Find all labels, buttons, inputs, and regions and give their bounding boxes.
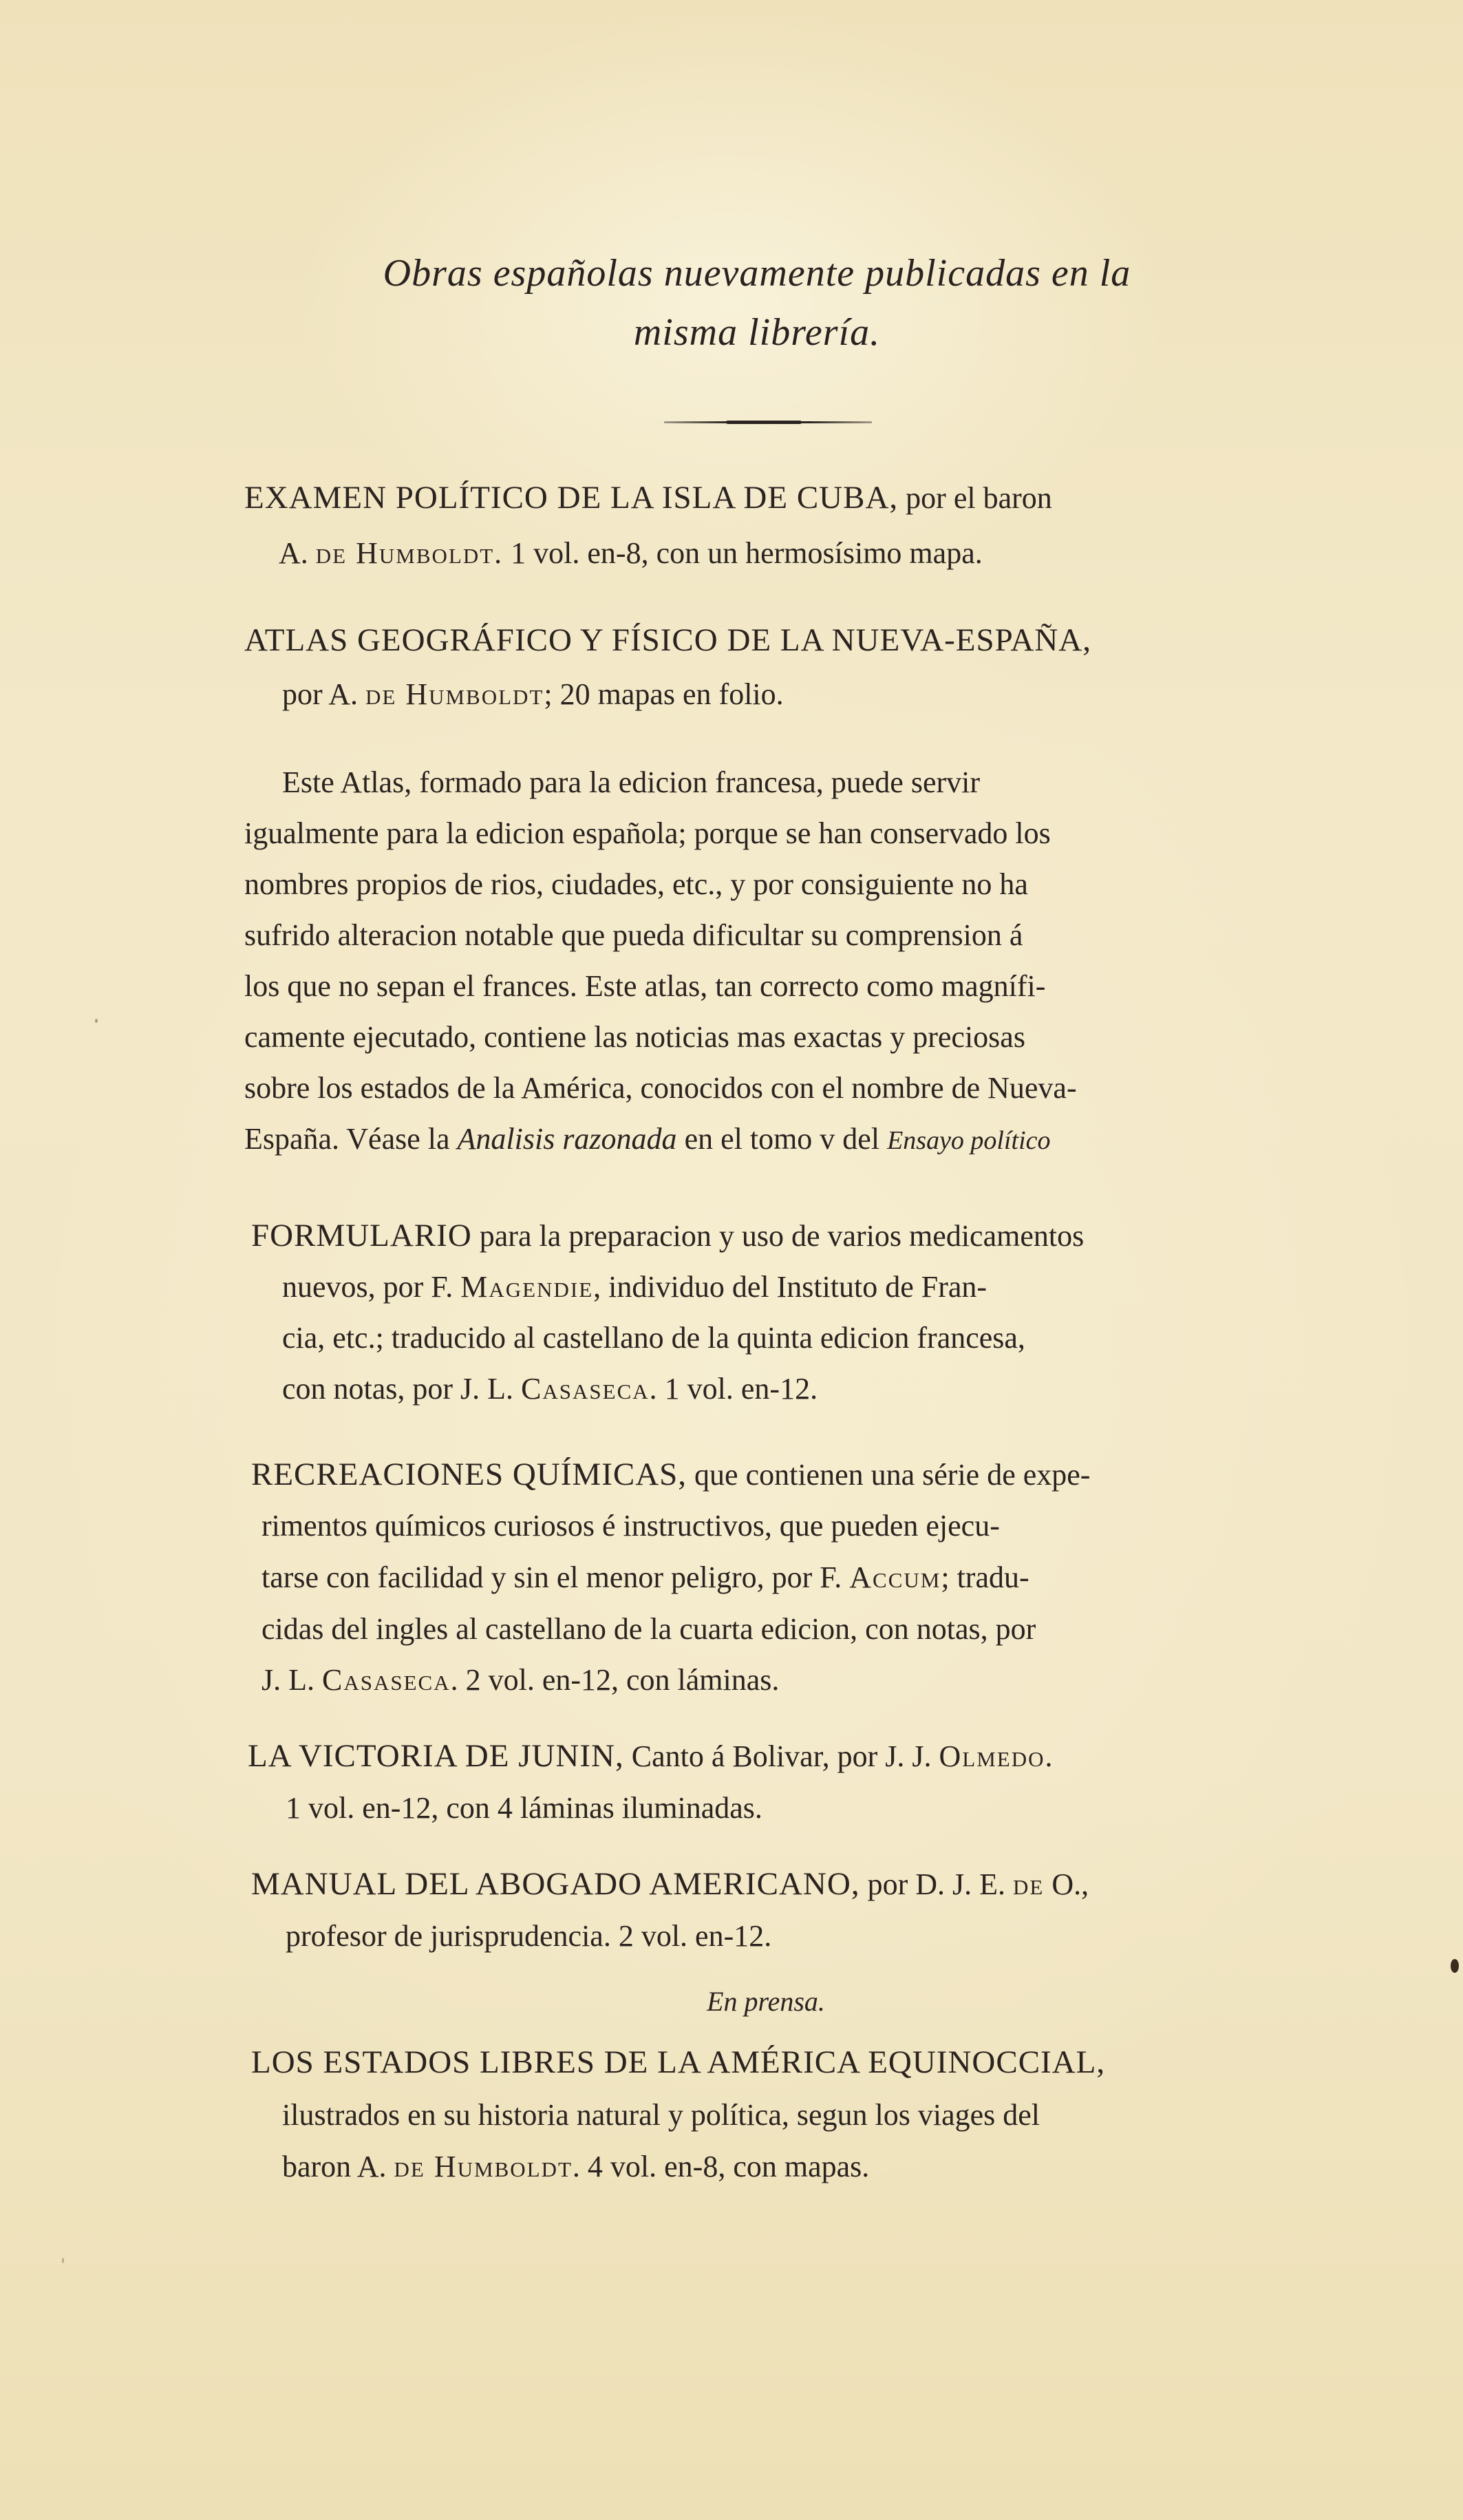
text: O., (1044, 1867, 1089, 1901)
text: de (1013, 1867, 1045, 1901)
text: . 1 vol. en-12. (649, 1372, 818, 1406)
entry-manual-title: MANUAL DEL ABOGADO AMERICANO, (251, 1866, 860, 1902)
entry-recreaciones-line-5 (261, 1660, 779, 1701)
text: por A. (282, 677, 365, 711)
text: por D. J. E. (859, 1867, 1014, 1901)
atlas-paragraph-line: igualmente para la edicion española; porque se han conservado los (244, 816, 1051, 850)
atlas-paragraph-line: Este Atlas, formado para la edicion francesa, puede servir (282, 765, 981, 799)
text: con notas, por J. L. (282, 1372, 522, 1406)
text: 1 vol. en-8, con un hermosísimo mapa. (503, 536, 983, 570)
entry-recreaciones-title: RECREACIONES QUÍMICAS, (251, 1457, 687, 1492)
entry-recreaciones-line-2: rimentos químicos curiosos é instructivos, que pueden ejecu- (261, 1509, 1000, 1543)
entry-atlas-line-2 (282, 674, 784, 715)
entry-formulario-line-3: cia, etc.; traducido al castellano de la quinta edicion francesa, (282, 1321, 1025, 1355)
text: . 2 vol. en-12, con láminas. (450, 1663, 780, 1697)
italic-title: Analisis razonada (457, 1122, 677, 1156)
entry-victoria-line-1 (248, 1735, 1052, 1777)
entry-recreaciones-line-4: cidas del ingles al castellano de la cuarta edicion, con notas, por (261, 1612, 1036, 1646)
entry-victoria-title: LA VICTORIA DE JUNIN, (248, 1738, 624, 1774)
entry-recreaciones-line-3 (261, 1557, 1029, 1598)
entry-manual-line-1 (251, 1863, 1089, 1905)
text: para la preparacion y uso de varios medicamentos (471, 1219, 1085, 1253)
entry-victoria-line-2: 1 vol. en-12, con 4 láminas iluminadas. (286, 1791, 762, 1825)
entry-cuba-line-2 (279, 533, 983, 574)
entry-recreaciones-line-1 (251, 1454, 1090, 1496)
text: de (394, 2150, 425, 2183)
page-heading-line-1: Obras españolas nuevamente publicadas en la (383, 252, 1131, 295)
atlas-paragraph-line: sufrido alteracion notable que pueda dificultar su comprension á (244, 918, 1023, 952)
entry-formulario-line-2 (282, 1267, 987, 1308)
author-name: Humboldt (396, 677, 544, 711)
text: España. Véase la (244, 1122, 458, 1156)
entry-estados-line-1 (251, 2042, 1105, 2084)
atlas-paragraph-line: camente ejecutado, contiene las noticias mas exactas y preciosas (244, 1020, 1025, 1054)
text: . 4 vol. en-8, con mapas. (572, 2150, 870, 2183)
text: tarse con facilidad y sin el menor peligro, por F. (261, 1560, 850, 1594)
author-name: Casaseca (322, 1663, 451, 1697)
text: ; tradu- (941, 1560, 1029, 1594)
text: de (365, 677, 397, 711)
text: ; 20 mapas en folio. (544, 677, 784, 711)
author-name: Olmedo (939, 1739, 1045, 1773)
entry-estados-line-2: ilustrados en su historia natural y política, segun los viages del (282, 2098, 1040, 2132)
author-name: Humboldt. (347, 536, 504, 570)
entry-formulario-title: FORMULARIO (251, 1218, 472, 1253)
entry-atlas-title: ATLAS GEOGRÁFICO Y FÍSICO DE LA NUEVA-ESPAÑA, (244, 622, 1091, 658)
paper-speck (95, 1019, 98, 1023)
text: nuevos, por F. (282, 1270, 461, 1304)
text: Canto á Bolivar, por J. J. (623, 1739, 939, 1773)
author-name: Magendie (460, 1270, 594, 1304)
text: J. L. (261, 1663, 322, 1697)
entry-manual-line-2: profesor de jurisprudencia. 2 vol. en-12. (286, 1919, 772, 1953)
entry-estados-line-3 (282, 2146, 869, 2188)
text: , individuo del Instituto de Fran- (593, 1270, 987, 1304)
entry-estados-title: LOS ESTADOS LIBRES DE LA AMÉRICA EQUINOCCIAL, (251, 2044, 1106, 2080)
text: que contienen una série de expe- (687, 1458, 1091, 1492)
entry-cuba-text: por el baron (898, 481, 1052, 515)
paper-speck (62, 2258, 64, 2263)
atlas-paragraph-line: los que no sepan el frances. Este atlas, tan correcto como magnífi- (244, 969, 1046, 1003)
author-name: Accum (849, 1560, 941, 1594)
entry-cuba-line-1 (244, 477, 1052, 519)
paper-speck (1451, 1959, 1459, 1973)
entry-formulario-line-4 (282, 1368, 818, 1410)
ornamental-divider (664, 421, 872, 423)
atlas-paragraph-last-line (244, 1119, 1051, 1161)
author-name: Casaseca (521, 1372, 650, 1406)
entry-formulario-line-1 (251, 1215, 1084, 1257)
page-heading-line-2: misma librería. (633, 311, 881, 354)
italic-title: Ensayo político (887, 1126, 1051, 1155)
atlas-paragraph-line: sobre los estados de la América, conocidos con el nombre de Nueva- (244, 1071, 1077, 1105)
text: A. (279, 536, 316, 570)
text: de (315, 536, 348, 570)
entry-atlas-line-1 (244, 620, 1091, 661)
entry-cuba-title: EXAMEN POLÍTICO DE LA ISLA DE CUBA, (244, 480, 899, 516)
atlas-paragraph-line: nombres propios de rios, ciudades, etc., y por consiguiente no ha (244, 867, 1028, 901)
author-name: Humboldt (425, 2150, 573, 2183)
en-prensa-label: En prensa. (707, 1986, 825, 2017)
text: . (1045, 1739, 1053, 1773)
text: en el tomo v del (676, 1122, 888, 1156)
text: baron A. (282, 2150, 394, 2183)
